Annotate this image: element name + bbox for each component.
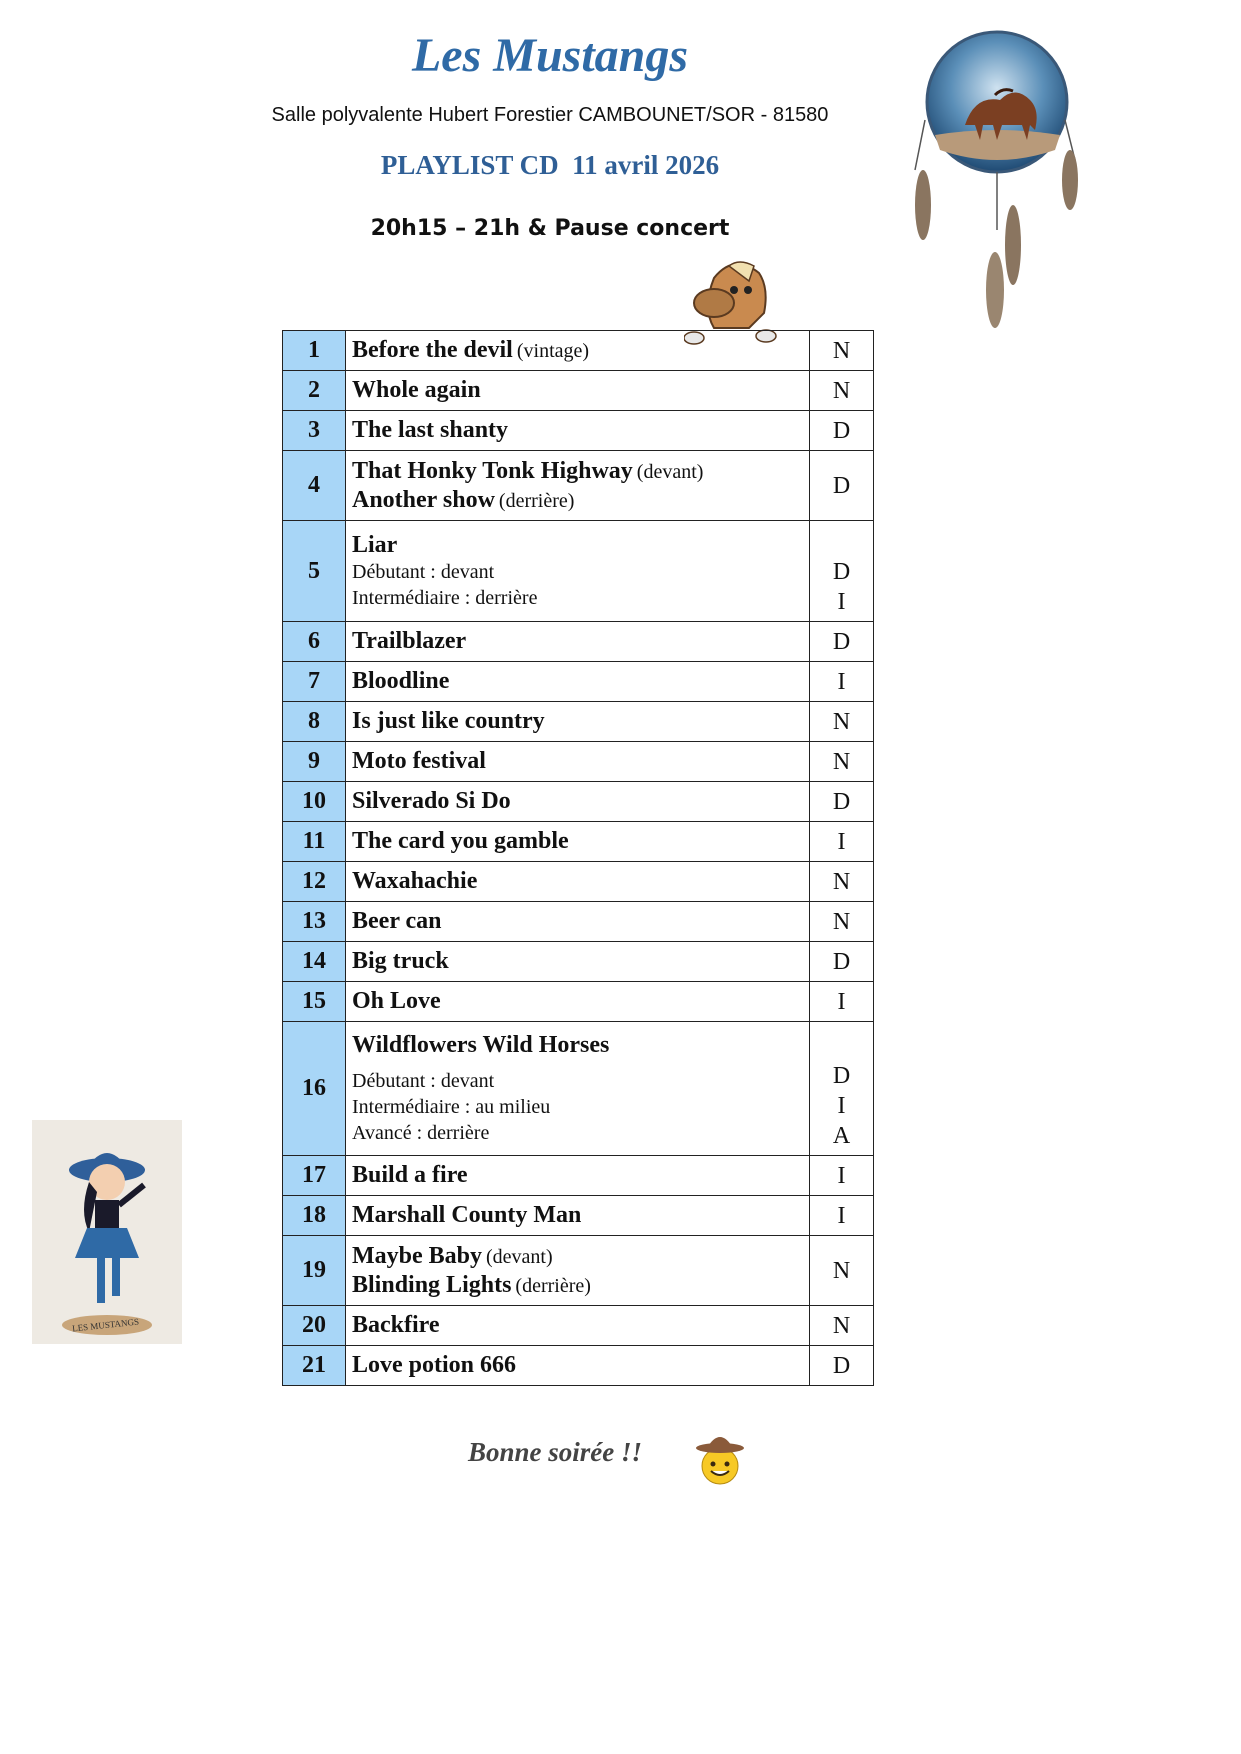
- track-title: The card you gamble: [352, 828, 569, 855]
- cowgirl-figurine-icon: [32, 1120, 182, 1344]
- level-code: D: [832, 948, 851, 975]
- track-note: (derrière): [498, 489, 575, 512]
- track-title-cell: [346, 411, 810, 451]
- track-title: Whole again: [352, 377, 481, 404]
- table-row: [283, 1236, 874, 1306]
- level-code: I: [837, 828, 846, 855]
- track-number: 4: [283, 451, 346, 521]
- level-code: N: [832, 337, 851, 364]
- track-title-cell: [346, 662, 810, 702]
- track-line: [352, 987, 803, 1016]
- track-title-cell: [346, 1022, 810, 1156]
- table-row: [283, 411, 874, 451]
- track-number: 21: [283, 1346, 346, 1386]
- track-title: Big truck: [352, 948, 449, 975]
- table-row: [283, 982, 874, 1022]
- track-title-cell: [346, 1196, 810, 1236]
- track-subline: Débutant : devant: [352, 561, 495, 584]
- track-subline: Intermédiaire : au milieu: [352, 1095, 551, 1118]
- track-number: 18: [283, 1196, 346, 1236]
- level-cell: [810, 902, 874, 942]
- level-code: D: [832, 1352, 851, 1379]
- track-line: [352, 1201, 803, 1230]
- track-line: [352, 867, 803, 896]
- track-title-cell: [346, 331, 810, 371]
- venue-text: Salle polyvalente Hubert Forestier CAMBOUNET/SOR - 81580: [271, 104, 829, 126]
- footer-message: Bonne soirée !!: [468, 1437, 643, 1467]
- level-code: N: [832, 708, 851, 735]
- level-code: N: [832, 748, 851, 775]
- level-cell: [810, 982, 874, 1022]
- track-line: [352, 531, 803, 560]
- track-number: 2: [283, 371, 346, 411]
- track-subline: Intermédiaire : derrière: [352, 587, 538, 610]
- track-line: [352, 336, 803, 365]
- level-code: N: [832, 868, 851, 895]
- track-number: 7: [283, 662, 346, 702]
- track-title-cell: [346, 1156, 810, 1196]
- track-number: 12: [283, 862, 346, 902]
- track-title-cell: [346, 862, 810, 902]
- cowgirl-figurine: [32, 1120, 182, 1344]
- track-line: [352, 1271, 803, 1300]
- level-cell: [810, 822, 874, 862]
- track-title: Love potion 666: [352, 1352, 517, 1379]
- track-line: [352, 486, 803, 515]
- table-row: [283, 782, 874, 822]
- track-number: 8: [283, 702, 346, 742]
- table-row: [283, 942, 874, 982]
- track-title: Marshall County Man: [352, 1202, 582, 1229]
- track-title: Oh Love: [352, 988, 441, 1015]
- track-title: The last shanty: [352, 417, 509, 444]
- track-title: Trailblazer: [352, 628, 467, 655]
- track-title-cell: [346, 822, 810, 862]
- table-row: [283, 1196, 874, 1236]
- track-number: 16: [283, 1022, 346, 1156]
- track-title: Waxahachie: [352, 868, 478, 895]
- track-line: [352, 707, 803, 736]
- level-cell: [810, 1022, 874, 1156]
- level-cell: [810, 742, 874, 782]
- track-title: Silverado Si Do: [352, 788, 511, 815]
- track-title-cell: [346, 371, 810, 411]
- level-code: I: [837, 1202, 846, 1229]
- table-row: [283, 371, 874, 411]
- track-title-cell: [346, 622, 810, 662]
- cowboy-emoji-icon: [693, 1433, 747, 1487]
- level-code: I: [837, 988, 846, 1015]
- track-number: 14: [283, 942, 346, 982]
- track-title-cell: [346, 982, 810, 1022]
- level-code: D: [832, 559, 851, 585]
- level-code: I: [837, 589, 846, 615]
- table-row: [283, 1306, 874, 1346]
- page-title: Les Mustangs: [411, 29, 689, 82]
- level-cell: [810, 451, 874, 521]
- track-title-cell: [346, 742, 810, 782]
- track-number: 5: [283, 521, 346, 622]
- track-line: [352, 376, 803, 405]
- level-cell: [810, 1306, 874, 1346]
- track-title: Is just like country: [352, 708, 545, 735]
- table-row: [283, 662, 874, 702]
- track-title: That Honky Tonk Highway: [352, 457, 633, 484]
- level-cell: [810, 411, 874, 451]
- track-number: 13: [283, 902, 346, 942]
- track-line: [352, 1311, 803, 1340]
- time-slot: 20h15 – 21h & Pause concert: [370, 216, 730, 241]
- track-title-cell: [346, 1346, 810, 1386]
- table-row: [283, 1156, 874, 1196]
- playlist-date: PLAYLIST CD 11 avril 2026: [380, 150, 720, 180]
- level-cell: [810, 1346, 874, 1386]
- track-number: 15: [283, 982, 346, 1022]
- track-note: (vintage): [516, 340, 590, 363]
- track-line: [352, 787, 803, 816]
- track-title: Wildflowers Wild Horses: [352, 1032, 610, 1059]
- track-title: Maybe Baby: [352, 1242, 483, 1269]
- dreamcatcher-icon: [905, 30, 1095, 330]
- track-line: [352, 1351, 803, 1380]
- level-cell: [810, 942, 874, 982]
- track-line: [352, 827, 803, 856]
- table-row: [283, 742, 874, 782]
- track-number: 10: [283, 782, 346, 822]
- track-number: 1: [283, 331, 346, 371]
- track-title: Before the devil: [352, 337, 513, 364]
- level-code: D: [832, 472, 851, 499]
- track-title: Bloodline: [352, 668, 450, 695]
- level-cell: [810, 662, 874, 702]
- table-row: [283, 822, 874, 862]
- table-row: [283, 862, 874, 902]
- table-row: [283, 331, 874, 371]
- level-code: N: [832, 1312, 851, 1339]
- track-title-cell: [346, 1236, 810, 1306]
- table-row: [283, 451, 874, 521]
- track-line: [352, 747, 803, 776]
- track-line: [352, 1242, 803, 1271]
- level-cell: [810, 1196, 874, 1236]
- table-row: [283, 702, 874, 742]
- track-line: [352, 627, 803, 656]
- track-title: Backfire: [352, 1312, 440, 1339]
- track-title: Blinding Lights: [352, 1271, 512, 1298]
- track-line: [352, 1031, 803, 1060]
- level-cell: [810, 1156, 874, 1196]
- track-number: 11: [283, 822, 346, 862]
- track-number: 3: [283, 411, 346, 451]
- level-cell: [810, 521, 874, 622]
- track-line: [352, 907, 803, 936]
- track-title-cell: [346, 451, 810, 521]
- track-line: [352, 947, 803, 976]
- level-cell: [810, 622, 874, 662]
- level-code: D: [832, 788, 851, 815]
- track-line: [352, 416, 803, 445]
- track-subline: Avancé : derrière: [352, 1121, 490, 1144]
- level-cell: [810, 371, 874, 411]
- level-cell: [810, 702, 874, 742]
- playlist-table: [282, 330, 874, 1386]
- track-note: (devant): [486, 1245, 553, 1268]
- level-cell: [810, 862, 874, 902]
- track-title-cell: [346, 942, 810, 982]
- track-number: 19: [283, 1236, 346, 1306]
- level-code: D: [832, 417, 851, 444]
- track-title-cell: [346, 782, 810, 822]
- track-number: 6: [283, 622, 346, 662]
- level-code: D: [832, 628, 851, 655]
- track-title: Liar: [352, 531, 398, 558]
- track-title-cell: [346, 702, 810, 742]
- level-cell: [810, 331, 874, 371]
- level-code: N: [832, 908, 851, 935]
- table-row: [283, 1022, 874, 1156]
- level-code: I: [837, 1162, 846, 1189]
- track-title-cell: [346, 1306, 810, 1346]
- track-number: 17: [283, 1156, 346, 1196]
- track-note: (derrière): [515, 1274, 591, 1297]
- track-line: [352, 457, 803, 486]
- table-row: [283, 521, 874, 622]
- track-number: 20: [283, 1306, 346, 1346]
- track-number: 9: [283, 742, 346, 782]
- track-title: Build a fire: [352, 1162, 468, 1189]
- level-code: I: [837, 1093, 846, 1119]
- track-title: Beer can: [352, 908, 442, 935]
- table-row: [283, 1346, 874, 1386]
- level-code: D: [832, 1063, 851, 1089]
- track-subline: Débutant : devant: [352, 1069, 495, 1092]
- track-title-cell: [346, 902, 810, 942]
- track-title-cell: [346, 521, 810, 622]
- track-note: (devant): [636, 460, 704, 483]
- track-title: Moto festival: [352, 748, 486, 775]
- level-cell: [810, 1236, 874, 1306]
- track-line: [352, 667, 803, 696]
- level-code: I: [837, 668, 846, 695]
- track-title: Another show: [352, 486, 495, 513]
- level-code: A: [832, 1123, 851, 1149]
- table-row: [283, 622, 874, 662]
- table-row: [283, 902, 874, 942]
- level-cell: [810, 782, 874, 822]
- track-line: [352, 1161, 803, 1190]
- level-code: N: [832, 1257, 851, 1284]
- level-code: N: [832, 377, 851, 404]
- figurine-label: LES MUSTANGS: [71, 1316, 140, 1334]
